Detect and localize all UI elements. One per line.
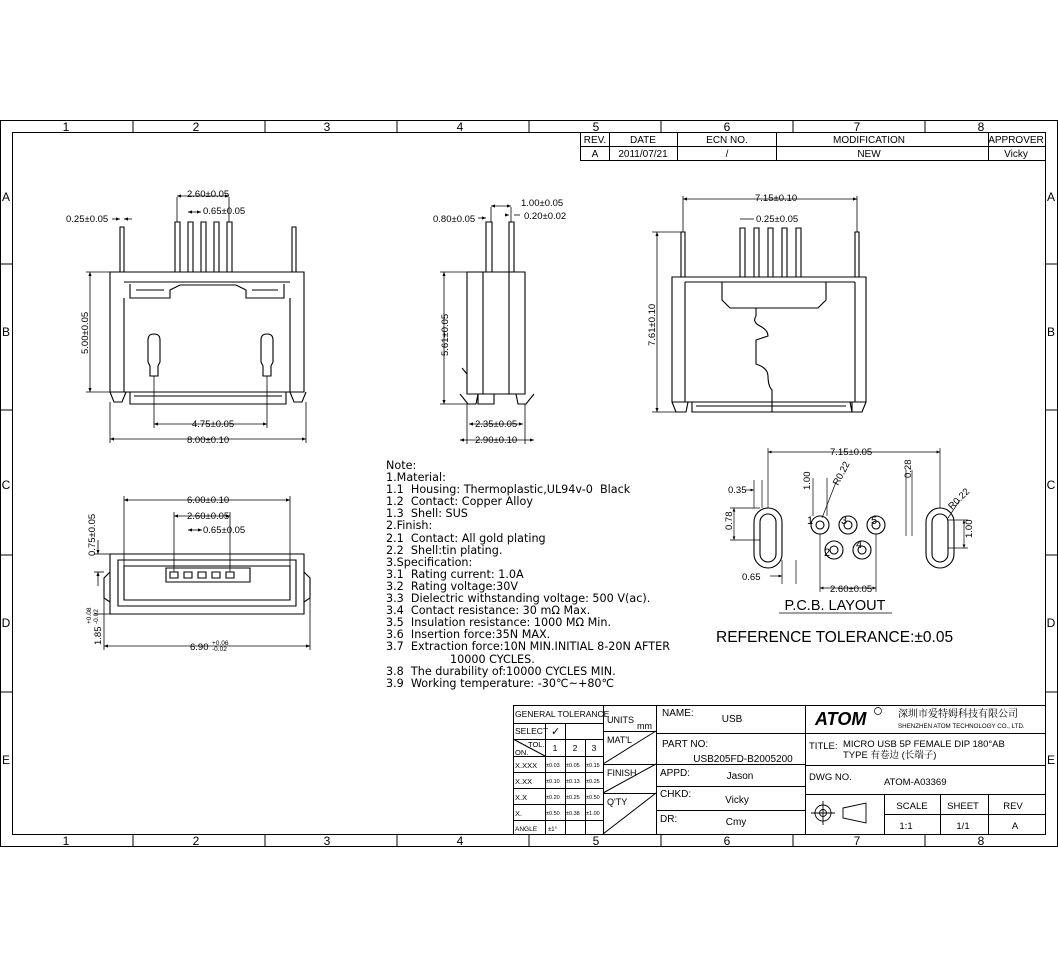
- row-label: C: [1, 478, 11, 492]
- scale-label: SCALE: [896, 801, 928, 812]
- row-label: B: [1, 325, 11, 339]
- dimension-label: 2.90±0.10: [475, 435, 518, 446]
- row-label: A: [1046, 190, 1056, 204]
- dimension-label: R0.22: [830, 459, 853, 488]
- note-line: 3.8 The durability of:10000 CYCLES MIN.: [386, 664, 616, 678]
- tol-col: 3: [591, 743, 597, 753]
- dimension-label: 7.15±0.10: [755, 193, 798, 204]
- dimension-label: 0.78: [724, 511, 735, 530]
- on-label: ON.: [515, 748, 529, 757]
- tol-row-label: X.XX: [515, 777, 533, 786]
- dimension-label: 0.35: [728, 485, 747, 496]
- rev-value: A: [591, 149, 599, 160]
- bottom-view: [86, 495, 310, 653]
- col-label: 6: [723, 834, 731, 848]
- dimension-label: 0.28: [903, 459, 914, 478]
- dimension-label: 0.25±0.05: [756, 214, 799, 225]
- general-tolerance-title: GENERAL TOLERANCE: [515, 709, 610, 719]
- note-line: 1.3 Shell: SUS: [386, 507, 468, 521]
- tol-cell: ±0.05: [566, 763, 580, 769]
- drawing-number-value: ATOM-A03369: [884, 777, 947, 788]
- title-label: TITLE:: [809, 741, 838, 752]
- ecn-header: ECN NO.: [706, 135, 748, 146]
- tol-cell: ±0.15: [586, 763, 600, 769]
- checked-value: Vicky: [725, 795, 749, 806]
- tol-cell: ±0.10: [546, 779, 560, 785]
- note-line: 1.1 Housing: Thermoplastic,UL94v-0 Black: [386, 483, 631, 497]
- title-line-1: MICRO USB 5P FEMALE DIP 180°AB: [843, 739, 1005, 750]
- tol-col: 1: [552, 743, 558, 753]
- col-label: 3: [323, 120, 331, 134]
- revision-table: [580, 132, 1046, 161]
- note-line: 1.Material:: [386, 471, 446, 485]
- dimension-label: 7.61±0.10: [647, 303, 658, 346]
- modification-header: MODIFICATION: [832, 135, 906, 146]
- note-line: 3.4 Contact resistance: 30 mΩ Max.: [386, 604, 591, 618]
- pcb-layout: [716, 447, 975, 646]
- tol-row-label: X.X: [515, 793, 528, 802]
- dimension-label: +0.08: [86, 607, 93, 624]
- tol-cell: ±0.50: [586, 795, 600, 801]
- sheet-value: 1/1: [956, 821, 970, 832]
- col-label: 3: [323, 834, 331, 848]
- pin-number: 4: [856, 539, 863, 551]
- row-label: D: [1, 616, 11, 630]
- dimension-label: 8.00±0.10: [187, 435, 230, 446]
- note-line: 3.7 Extraction force:10N MIN.INITIAL 8-20N AFTER: [386, 640, 670, 654]
- revision-label: REV: [1003, 801, 1023, 812]
- dimension-label: 0.80±0.05: [433, 214, 476, 225]
- col-label: 1: [62, 120, 70, 134]
- dimension-label: 0.65: [742, 572, 761, 583]
- drawn-value: Cmy: [725, 817, 747, 828]
- row-label: E: [1, 753, 11, 767]
- tol-cell: ±1°: [548, 827, 558, 833]
- col-label: 8: [977, 834, 985, 848]
- note-line: 3.3 Dielectric withstanding voltage: 500 V(ac).: [386, 592, 651, 606]
- dimension-label: +0.06: [212, 640, 229, 647]
- dimension-label: 4.75±0.05: [192, 419, 235, 430]
- dimension-label: 5.61±0.05: [440, 313, 451, 356]
- dimension-label: 0.75±0.05: [87, 513, 98, 556]
- note-line: 2.2 Shell:tin plating.: [386, 543, 503, 557]
- sheet-label: SHEET: [947, 801, 979, 812]
- tol-cell: ±0.25: [566, 795, 580, 801]
- modification-value: NEW: [857, 149, 881, 160]
- tol-row-label: X.: [515, 809, 523, 818]
- approver-header: APPROVER: [988, 135, 1044, 146]
- finish-label: FINISH: [607, 768, 637, 778]
- side-view: [433, 198, 566, 446]
- pin-number: 2: [824, 547, 831, 559]
- dimension-label: 2.60±0.05: [830, 584, 873, 595]
- select-label: SELECT: [515, 726, 549, 736]
- approver-value: Vicky: [1004, 149, 1028, 160]
- col-label: 7: [853, 834, 861, 848]
- specification-notes: [386, 460, 670, 690]
- pcb-layout-title: P.C.B. LAYOUT: [784, 598, 886, 614]
- check-mark: ✓: [551, 726, 561, 738]
- note-line: 10000 CYCLES.: [386, 652, 535, 666]
- note-line: 3.Specification:: [386, 555, 473, 569]
- name-label: NAME:: [662, 708, 694, 719]
- col-label: 2: [192, 120, 200, 134]
- dimension-label: R0.22: [946, 486, 973, 513]
- part-no-label: PART NO:: [662, 739, 709, 750]
- col-label: 7: [853, 120, 861, 134]
- dimension-label: 1.85: [93, 626, 104, 645]
- dimension-label: 1.00: [964, 519, 975, 538]
- pin-number: 5: [871, 515, 878, 527]
- tol-cell: ±0.03: [546, 763, 560, 769]
- note-line: 1.2 Contact: Copper Alloy: [386, 495, 533, 509]
- row-label: B: [1046, 325, 1056, 339]
- tol-cell: ±0.38: [566, 811, 580, 817]
- units-label: UNITS: [607, 715, 634, 725]
- quantity-label: Q'TY: [607, 797, 628, 807]
- scale-value: 1:1: [899, 821, 913, 832]
- row-label: C: [1046, 478, 1056, 492]
- tol-col: 2: [572, 743, 578, 753]
- revision-value: A: [1011, 821, 1019, 832]
- dimension-label: 2.35±0.05: [475, 419, 518, 430]
- col-label: 2: [192, 834, 200, 848]
- company-name-en: SHENZHEN ATOM TECHNOLOGY CO., LTD.: [898, 723, 1025, 730]
- tol-cell: ±1.00: [586, 811, 600, 817]
- front-view: [66, 189, 306, 446]
- checked-label: CHKD:: [660, 789, 692, 800]
- note-line: 3.5 Insulation resistance: 1000 MΩ Min.: [386, 616, 612, 630]
- drawing-number-label: DWG NO.: [809, 772, 852, 783]
- title-block: [513, 705, 1046, 835]
- dimension-label: 0.20±0.02: [524, 211, 567, 222]
- col-label: 1: [62, 834, 70, 848]
- note-line: 2.Finish:: [386, 519, 433, 533]
- company-logo: ATOM: [815, 709, 867, 729]
- dimension-label: 1.00: [802, 471, 813, 490]
- approved-label: APPD:: [660, 768, 691, 779]
- part-no-value: USB205FD-B2005200: [693, 754, 793, 765]
- dimension-label: 7.15±0.05: [830, 447, 873, 458]
- tol-label: TOL.: [528, 740, 545, 749]
- col-label: 5: [592, 120, 600, 134]
- name-value: USB: [721, 714, 743, 725]
- rev-header: REV.: [583, 135, 607, 146]
- dimension-label: 5.00±0.05: [80, 311, 91, 354]
- note-line: 3.6 Insertion force:35N MAX.: [386, 628, 551, 642]
- note-line: Note:: [386, 459, 417, 472]
- col-label: 5: [592, 834, 600, 848]
- row-label: D: [1046, 616, 1056, 630]
- drawn-label: DR:: [660, 814, 678, 825]
- dimension-label: 0.65±0.05: [203, 525, 246, 536]
- tol-cell: ±0.25: [586, 779, 600, 785]
- dimension-label: 0.65±0.05: [203, 206, 246, 217]
- row-label: E: [1046, 753, 1056, 767]
- company-name-cn: 深圳市爱特姆科技有限公司: [898, 709, 1018, 720]
- dimension-label: 2.60±0.05: [187, 511, 230, 522]
- dimension-label: -0.02: [93, 609, 100, 624]
- title-line-2: TYPE 有卷边 (长端子): [843, 750, 937, 761]
- units-value: mm: [637, 721, 652, 731]
- ecn-value: /: [725, 149, 729, 160]
- tol-cell: ±0.20: [546, 795, 560, 801]
- reference-tolerance: REFERENCE TOLERANCE:±0.05: [716, 629, 954, 646]
- tol-row-label: X.XXX: [515, 761, 538, 770]
- dimension-label: 6.00±0.10: [187, 495, 230, 506]
- dimension-label: 2.60±0.05: [187, 189, 230, 200]
- row-label: A: [1, 190, 11, 204]
- note-line: 3.2 Rating voltage:30V: [386, 579, 518, 593]
- pin-number: 1: [807, 515, 814, 527]
- rear-view: [647, 193, 866, 412]
- col-label: 4: [456, 834, 464, 848]
- approved-value: Jason: [726, 771, 754, 782]
- tolerance-rows: [515, 761, 600, 833]
- dimension-label: 1.00±0.05: [521, 198, 564, 209]
- projection-symbol-icon: [811, 801, 866, 825]
- pin-number: 3: [841, 515, 848, 527]
- col-label: 6: [723, 120, 731, 134]
- dimension-label: 6.90: [190, 642, 209, 653]
- tol-row-label: ANGLE: [515, 826, 538, 833]
- tol-cell: ±0.13: [566, 779, 580, 785]
- material-label: MAT'L: [607, 735, 633, 745]
- note-line: 3.1 Rating current: 1.0A: [386, 567, 524, 581]
- registered-mark-icon: [875, 708, 882, 715]
- date-header: DATE: [630, 135, 656, 146]
- date-value: 2011/07/21: [618, 149, 668, 160]
- col-label: 4: [456, 120, 464, 134]
- dimension-label: -0.02: [212, 646, 227, 653]
- dimension-label: 0.25±0.05: [66, 214, 109, 225]
- col-label: 8: [977, 120, 985, 134]
- tol-cell: ±0.50: [546, 811, 560, 817]
- note-line: 2.1 Contact: All gold plating: [386, 531, 546, 545]
- note-line: 3.9 Working temperature: -30℃~+80℃: [386, 676, 615, 690]
